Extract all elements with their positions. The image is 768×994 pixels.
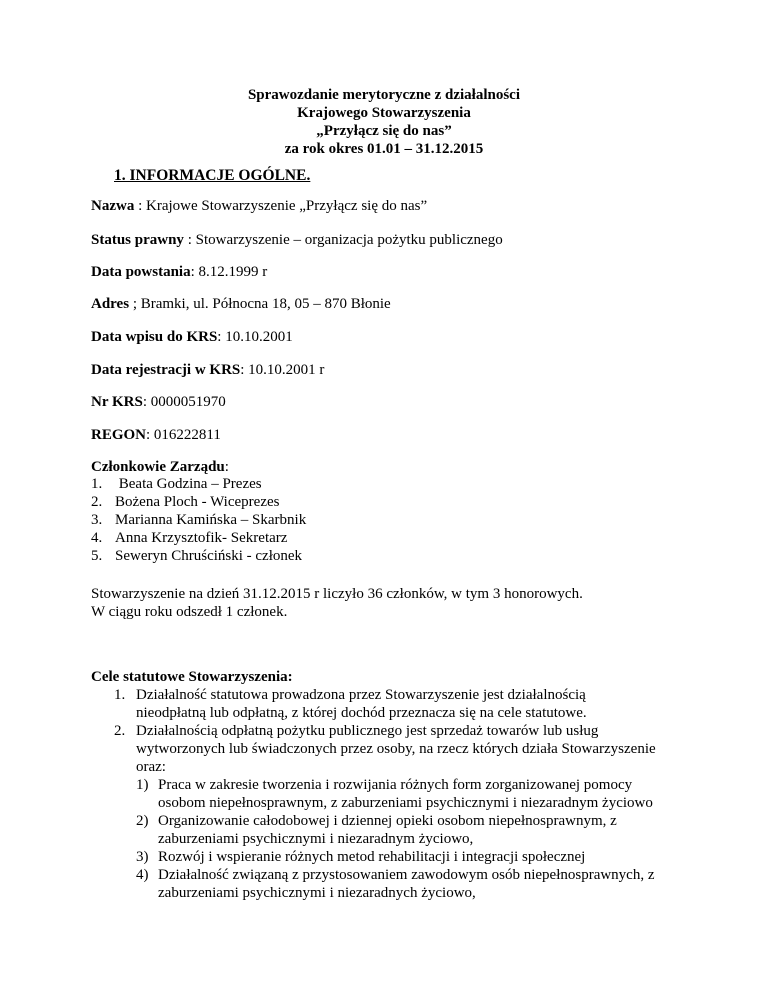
subgoal-item-line: osobom niepełnosprawnym, z zaburzeniami psychicznymi i niezaradnym życiowo	[158, 795, 653, 811]
field-nazwa-label: Nazwa	[91, 198, 135, 214]
field-regon	[91, 426, 221, 444]
field-data-powstania-label: Data powstania	[91, 264, 191, 280]
list-item-number: 1.	[91, 476, 103, 492]
board-member-list	[91, 475, 306, 565]
subgoal-item-number: 1)	[136, 777, 149, 793]
subgoal-item-line: zaburzeniami psychicznymi i niezaradnych życiowo,	[158, 885, 476, 901]
document-title	[0, 86, 768, 158]
field-nr-krs-value: : 0000051970	[142, 394, 226, 410]
list-item-number: 5.	[91, 548, 103, 564]
field-data-rejestracji	[91, 361, 324, 379]
field-adres-value: ; Bramki, ul. Północna 18, 05 – 870 Błonie	[129, 296, 391, 312]
list-item-number: 2.	[91, 494, 103, 510]
board-title-label: Członkowie Zarządu	[91, 459, 225, 475]
list-item-number: 3.	[91, 512, 103, 528]
list-item-text: Seweryn Chruściński - członek	[115, 548, 303, 564]
membership-line-1: Stowarzyszenie na dzień 31.12.2015 r liczyło 36 członków, w tym 3 honorowych.	[91, 586, 583, 602]
subgoal-item-line: Praca w zakresie tworzenia i rozwijania różnych form zorganizowanej pomocy	[158, 777, 633, 793]
goal-item-line: wytworzonych lub świadczonych przez osoby, na rzecz których działa Stowarzyszenie	[136, 741, 656, 757]
field-adres-label: Adres	[91, 296, 130, 312]
field-nr-krs-label: Nr KRS	[91, 394, 143, 410]
field-status	[91, 231, 503, 249]
subgoal-item-line: zaburzeniami psychicznymi i niezaradnym życiowo,	[158, 831, 474, 847]
list-item-number: 4.	[91, 530, 103, 546]
subgoal-item-number: 2)	[136, 813, 149, 829]
list-item	[91, 529, 306, 547]
section-heading: 1. INFORMACJE OGÓLNE.	[114, 167, 311, 184]
list-item	[91, 493, 306, 511]
goal-item-line: nieodpłatną lub odpłatną, z której dochód przeznacza się na cele statutowe.	[136, 705, 587, 721]
board-title-suffix: :	[224, 459, 229, 475]
field-status-value: : Stowarzyszenie – organizacja pożytku publicznego	[183, 232, 503, 248]
list-item-text: Anna Krzysztofik- Sekretarz	[115, 530, 288, 546]
field-nr-krs	[91, 393, 226, 411]
title-line-3: „Przyłącz się do nas”	[316, 123, 452, 139]
field-data-powstania-value: : 8.12.1999 r	[190, 264, 268, 280]
list-item-text: Marianna Kamińska – Skarbnik	[115, 512, 307, 528]
subgoal-item-line: Działalność związaną z przystosowaniem zawodowym osób niepełnosprawnych, z	[158, 867, 655, 883]
field-data-powstania	[91, 263, 267, 281]
goal-item-number: 1.	[114, 687, 126, 703]
field-nazwa	[91, 197, 427, 215]
goal-item-number: 2.	[114, 723, 126, 739]
goal-item-line: Działalnością odpłatną pożytku publicznego jest sprzedaż towarów lub usług	[136, 723, 599, 739]
list-item	[91, 511, 306, 529]
field-adres	[91, 295, 391, 313]
list-item	[91, 547, 306, 565]
title-line-2: Krajowego Stowarzyszenia	[297, 105, 471, 121]
title-line-4: za rok okres 01.01 – 31.12.2015	[284, 141, 484, 157]
field-data-rejestracji-label: Data rejestracji w KRS	[91, 362, 241, 378]
field-data-wpisu	[91, 328, 293, 346]
field-data-rejestracji-value: : 10.10.2001 r	[240, 362, 325, 378]
goal-item-line: Działalność statutowa prowadzona przez Stowarzyszenie jest działalnością	[136, 687, 586, 703]
goals-title: Cele statutowe Stowarzyszenia:	[91, 669, 293, 685]
subgoal-item-line: Organizowanie całodobowej i dziennej opieki osobom niepełnosprawnym, z	[158, 813, 617, 829]
subgoal-item-number: 3)	[136, 849, 149, 865]
field-status-label: Status prawny	[91, 232, 184, 248]
title-line-1: Sprawozdanie merytoryczne z działalności	[247, 87, 521, 103]
field-nazwa-value: : Krajowe Stowarzyszenie „Przyłącz się do nas”	[134, 198, 428, 214]
field-regon-label: REGON	[91, 427, 147, 443]
subgoal-item-line: Rozwój i wspieranie różnych metod rehabilitacji i integracji społecznej	[158, 849, 586, 865]
subgoal-item-number: 4)	[136, 867, 149, 883]
field-data-wpisu-value: : 10.10.2001	[217, 329, 293, 345]
board-title	[91, 459, 229, 476]
list-item-text: Bożena Ploch - Wiceprezes	[115, 494, 280, 510]
list-item	[91, 475, 306, 493]
field-data-wpisu-label: Data wpisu do KRS	[91, 329, 218, 345]
goal-item-line: oraz:	[136, 759, 166, 775]
list-item-text: Beata Godzina – Prezes	[115, 476, 262, 492]
membership-line-2: W ciągu roku odszedł 1 członek.	[91, 604, 288, 620]
field-regon-value: : 016222811	[146, 427, 221, 443]
